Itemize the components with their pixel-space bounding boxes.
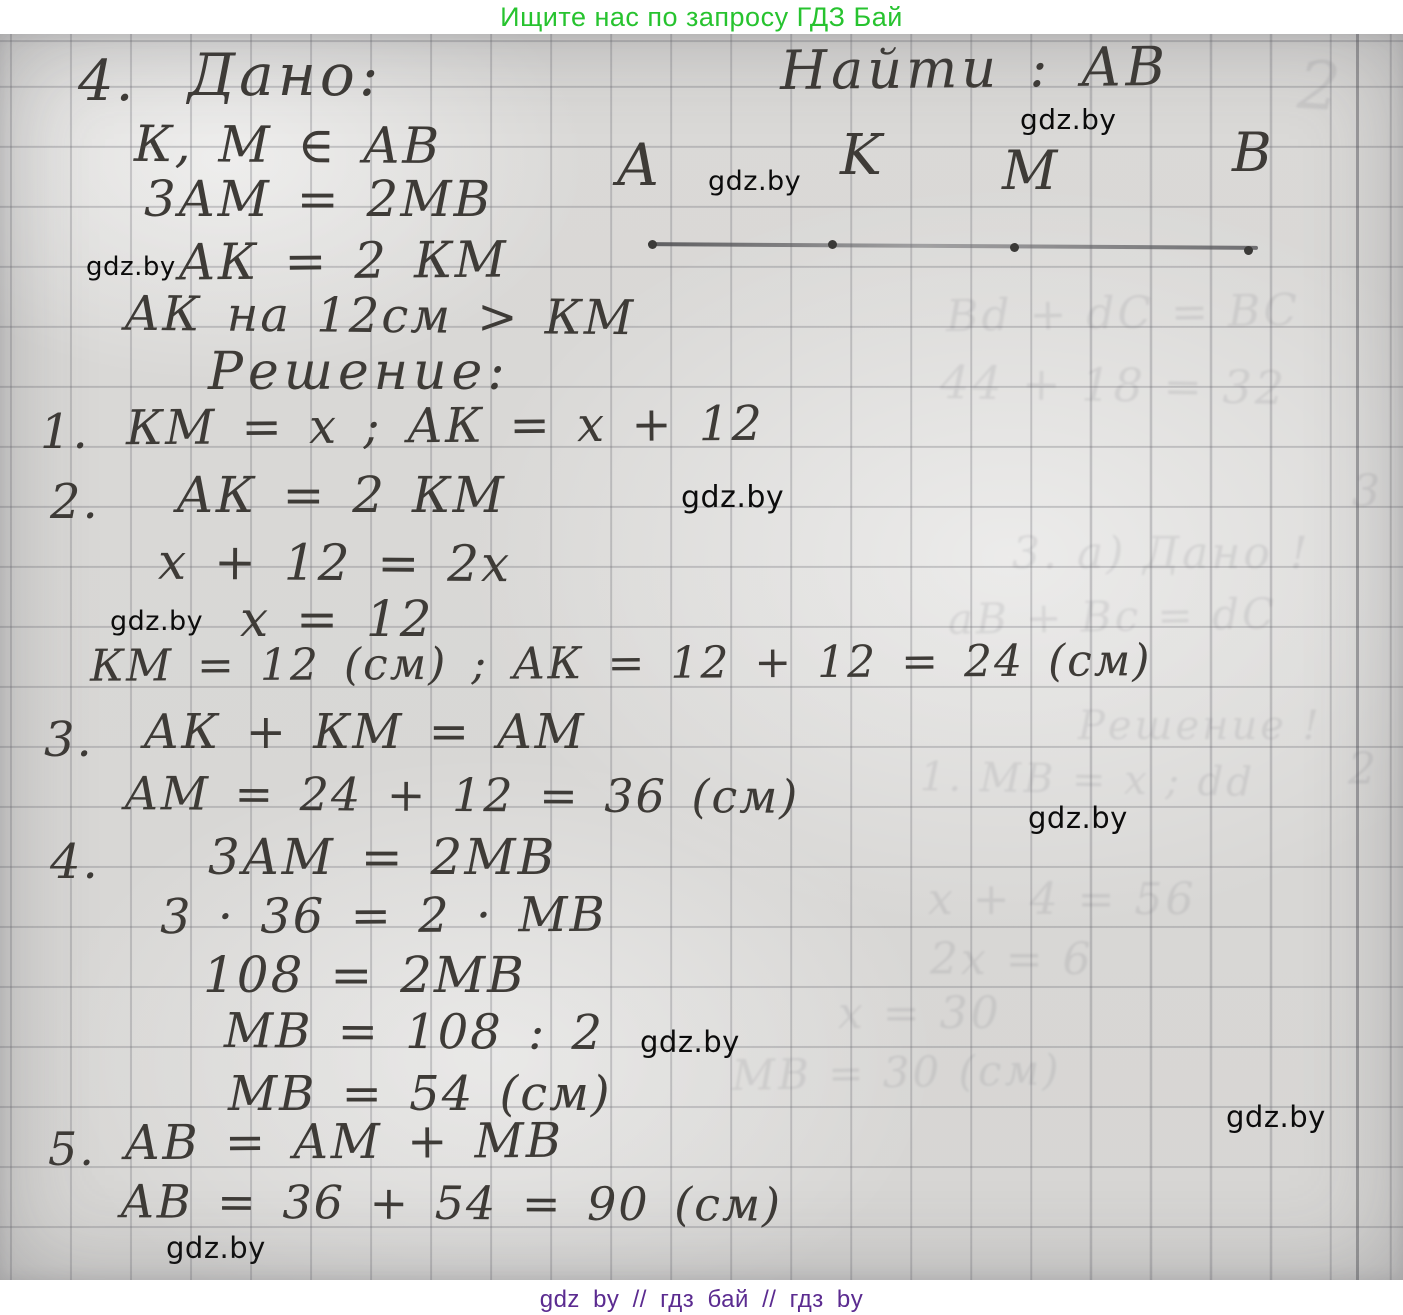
step-text: x + 12 = 2x: [157, 532, 512, 594]
step-text: МВ = 54 (см): [228, 1066, 612, 1122]
footer-bar: [0, 1280, 1403, 1315]
promo-banner-text: Ищите нас по запросу ГДЗ Бай: [500, 2, 903, 32]
step-number: 2.: [50, 474, 100, 530]
point-dot-m: [1010, 243, 1019, 252]
step-number: 3.: [44, 712, 94, 768]
step-number: 4.: [50, 834, 100, 890]
notebook-photo: [0, 34, 1403, 1280]
bleedthrough-text: 3: [1352, 466, 1383, 517]
gdz-watermark: gdz.by: [640, 1025, 740, 1059]
bleedthrough-text: 44 + 18 = 32: [939, 354, 1288, 416]
bleedthrough-text: х + 4 = 56: [928, 874, 1197, 925]
step-text: 3 · 36 = 2 · МВ: [159, 886, 608, 946]
step-text: 108 = 2МВ: [203, 946, 526, 1004]
gdz-watermark: gdz.by: [708, 166, 802, 197]
step-number: 5.: [48, 1122, 96, 1176]
gdz-watermark: gdz.by: [1020, 103, 1117, 136]
bleedthrough-text: х = 30: [838, 988, 1002, 1039]
bleedthrough-text: 2х = 6: [930, 934, 1094, 985]
bleedthrough-text: 1. МВ = х ; dd: [919, 754, 1256, 806]
step-text: АМ = 24 + 12 = 36 (см): [123, 766, 800, 824]
bleedthrough-text: 2: [1348, 744, 1379, 795]
find-label: Найти : АВ: [779, 34, 1170, 103]
step-text: АВ = 36 + 54 = 90 (см): [119, 1174, 783, 1232]
bleedthrough-text: Вd + dС = ВС: [945, 284, 1301, 343]
point-dot-k: [828, 240, 837, 249]
step-text: АК + КМ = АМ: [143, 704, 586, 760]
step-text: 3АМ = 2МВ: [208, 828, 557, 886]
point-dot-b: [1244, 246, 1253, 255]
gdz-watermark: gdz.by: [110, 606, 204, 637]
point-label-k: K: [840, 123, 884, 188]
bleedthrough-text: 3. а) Дано !: [1012, 528, 1311, 579]
gdz-watermark: gdz.by: [681, 480, 785, 515]
given-line: 3АМ = 2МВ: [144, 170, 493, 228]
given-line: АК = 2 КМ: [177, 230, 509, 292]
promo-banner: [0, 0, 1403, 34]
page-edge-line: [1356, 34, 1359, 1280]
bleedthrough-text: МВ = 30 (см): [731, 1045, 1063, 1100]
point-label-m: М: [1002, 139, 1060, 202]
step-text: КМ = x ; АК = x + 12: [125, 395, 765, 457]
gdz-watermark: gdz.by: [166, 1231, 266, 1265]
gdz-watermark: gdz.by: [86, 252, 176, 282]
step-text: АК = 2 КМ: [176, 466, 506, 524]
point-label-a: А: [616, 131, 662, 199]
given-label: Дано:: [188, 41, 383, 109]
bleedthrough-text: 2: [1295, 46, 1346, 127]
step-text: АВ = АМ + МВ: [123, 1112, 564, 1172]
point-label-b: В: [1232, 121, 1274, 184]
solution-label: Решение:: [208, 342, 510, 402]
step-text: МВ = 108 : 2: [223, 1003, 605, 1061]
given-line: АК на 12см > КМ: [123, 285, 636, 347]
segment-line: [648, 242, 1258, 250]
footer-text: gdz by // гдз бай // гдз by: [539, 1286, 864, 1313]
step-text: КМ = 12 (см) ; АК = 12 + 12 = 24 (см): [89, 635, 1152, 692]
bleedthrough-text: аВ + Вс = dС: [947, 589, 1278, 644]
step-number: 1.: [40, 404, 90, 460]
given-line: К, М ∈ АВ: [133, 114, 442, 176]
step-text: x = 12: [240, 590, 434, 648]
bleedthrough-text: Решение !: [1078, 703, 1322, 749]
gdz-watermark: gdz.by: [1226, 1100, 1326, 1134]
gdz-watermark: gdz.by: [1028, 801, 1128, 835]
point-dot-a: [648, 240, 657, 249]
problem-number: 4.: [78, 49, 136, 114]
